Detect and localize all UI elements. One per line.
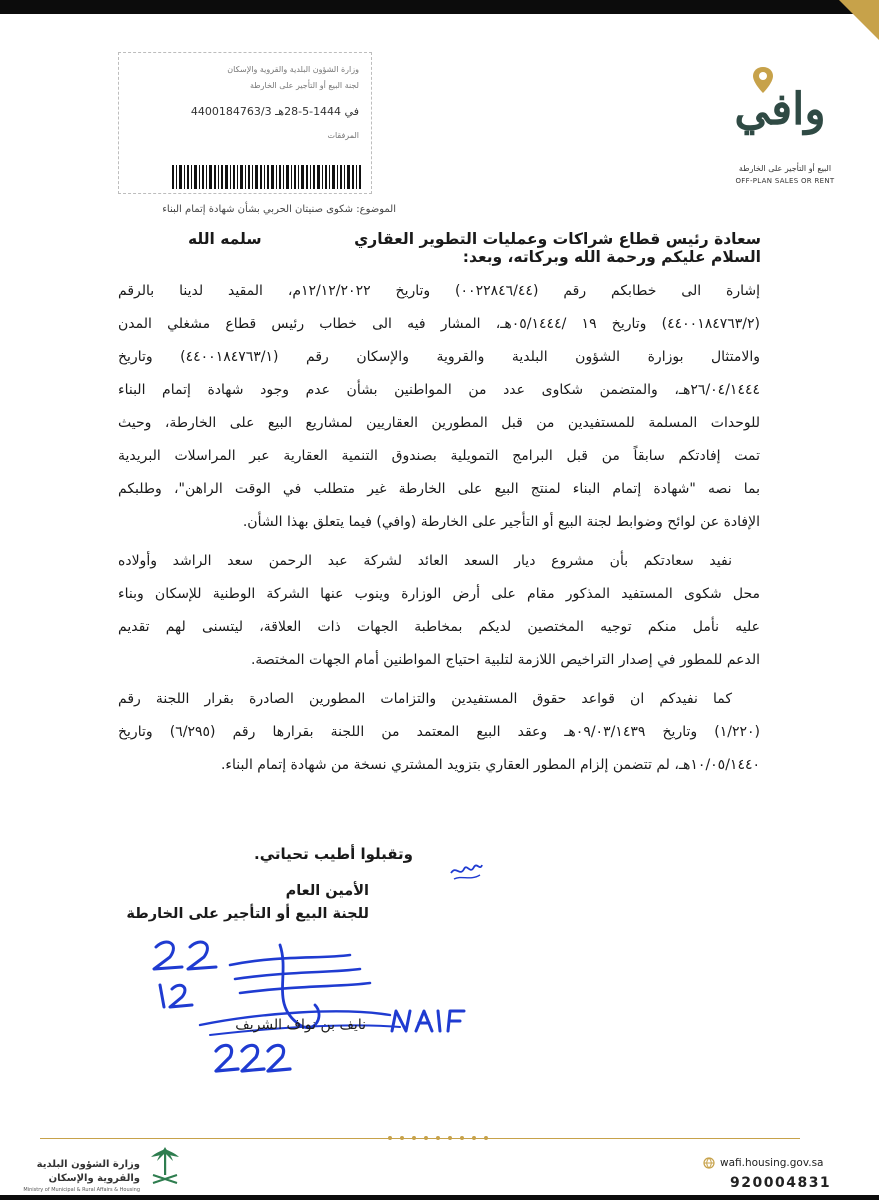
body-line: الإفادة عن لوائح وضوابط لجنة البيع أو التأجير على الخارطة (وافي) فيما يتعلق بهذا الشأن. [242,514,760,530]
body-line: ١٠/٠٥/١٤٤٠هـ، لم تتضمن إلزام المطور العقاري بتزويد المشتري نسخة من شهادة إتمام البناء. [220,757,760,773]
palm-swords-emblem-icon [147,1145,183,1189]
stamp-line-attachments: المرفقات [327,131,359,140]
closing-line: وتقبلوا أطيب تحياتي. [254,845,413,863]
scan-border-bottom [0,1195,879,1200]
footer-website: wafi.housing.gov.sa [720,1157,824,1169]
logo-subtitle-ar: البيع أو التأجير على الخارطة [738,164,832,173]
subject-line: الموضوع: شكوى صنيتان الحربي بشأن شهادة إتمام البناء [162,204,396,215]
greeting: السلام عليكم ورحمة الله وبركاته، وبعد: [462,248,761,266]
globe-icon [703,1157,715,1169]
signatory-title: الأمين العام [285,883,369,899]
logo-wordmark: وافي [734,84,826,135]
wafi-logo [730,60,840,190]
body-line: محل شكوى المستفيد المذكور مقام على أرض الوزارة وينوب عنها الشركة الوطنية للإسكان وبناء [118,586,760,602]
body-line: (١/٢٢٠) وتاريخ ٠٩/٠٣/١٤٣٩هـ وعقد البيع المعتمد من اللجنة بقرارها رقم (٦/٢٩٥) وتاريخ [118,724,761,740]
body-line: للوحدات المسلمة للمستفيدين من قبل المطورين العقاريين لمشاريع البيع على الخارطة، وحيث [118,415,760,431]
addressee: سعادة رئيس قطاع شراكات وعمليات التطوير العقاري [354,230,761,248]
body-line: ٢٦/٠٤/١٤٤٤هـ، والمتضمن شكاوى عدد من المواطنين بشأن عدم وجود شهادة إتمام البناء [118,382,760,398]
barcode-icon [172,165,362,189]
body-line: تمت إفادتكم سابقاً من قبل البرامج التمويلية بصندوق التنمية العقارية عبر المراسلات البريدية [118,448,760,464]
stamp-line-committee: لجنة البيع أو التأجير على الخارطة [249,81,359,90]
body-line: الدعم للمطور في إصدار التراخيص اللازمة لتلبية احتياج المواطنين أمام الجهات المختصة. [250,652,760,668]
scan-border-top [0,0,879,14]
signatory-organization: للجنة البيع أو التأجير على الخارطة [126,906,369,922]
body-line: والامتثال بوزارة الشؤون البلدية والقروية والإسكان رقم (٤٤٠٠١٨٤٧٦٣/١) وتاريخ [118,349,761,365]
body-line: بما نصه "شهادة إتمام البناء لمنتج البيع على الخارطة غير متطلب في الوقت الراهن"، وطلبكم [118,481,760,497]
body-line: (٤٤٠٠١٨٤٧٦٣/٢) وتاريخ ١٩ /٠٥/١٤٤٤هـ، المشار فيه الى خطاب رئيس قطاع مشغلي المدن [118,316,761,332]
stamp-line-ministry: وزارة الشؤون البلدية والقروية والإسكان [227,65,359,74]
stamp-reference: 4400184763/3 في 1444-5-28هـ [190,105,359,118]
corner-decoration [839,0,879,40]
signatory-name: نايف بن نواف الشريف [235,1017,366,1033]
footer-phone: 920004831 [730,1175,832,1191]
ministry-name-en: Ministry of Municipal & Rural Affairs & Housing [23,1187,140,1193]
body-line: عليه نأمل منكم توجيه المختصين لديكم بمخاطبة الجهات ذات العلاقة، ليتسنى لهم تقديم [118,619,760,635]
footer-dots [380,1133,500,1143]
body-line: نفيد سعادتكم بأن مشروع ديار السعد العائد لشركة عبد الرحمن سعد الراشد وأولاده [118,553,732,569]
ministry-name-line1: وزارة الشؤون البلدية [36,1159,140,1170]
body-line: إشارة الى خطابكم رقم (٠٠٢٢٨٤٦/٤٤) وتاريخ ١٢/١٢/٢٠٢٢م، المقيد لدينا بالرقم [118,283,760,299]
ministry-name-line2: والقروية والإسكان [48,1173,140,1184]
salutation-honorific: سلمه الله [188,230,262,248]
ministry-logo [25,1145,195,1195]
logo-subtitle-en: OFF-PLAN SALES OR RENT [735,177,835,185]
handwritten-signature-icon [140,935,480,1085]
handwritten-initial-icon [448,855,484,885]
body-line: كما نفيدكم ان قواعد حقوق المستفيدين والتزامات المطورين الصادرة بقرار اللجنة رقم [118,691,732,707]
